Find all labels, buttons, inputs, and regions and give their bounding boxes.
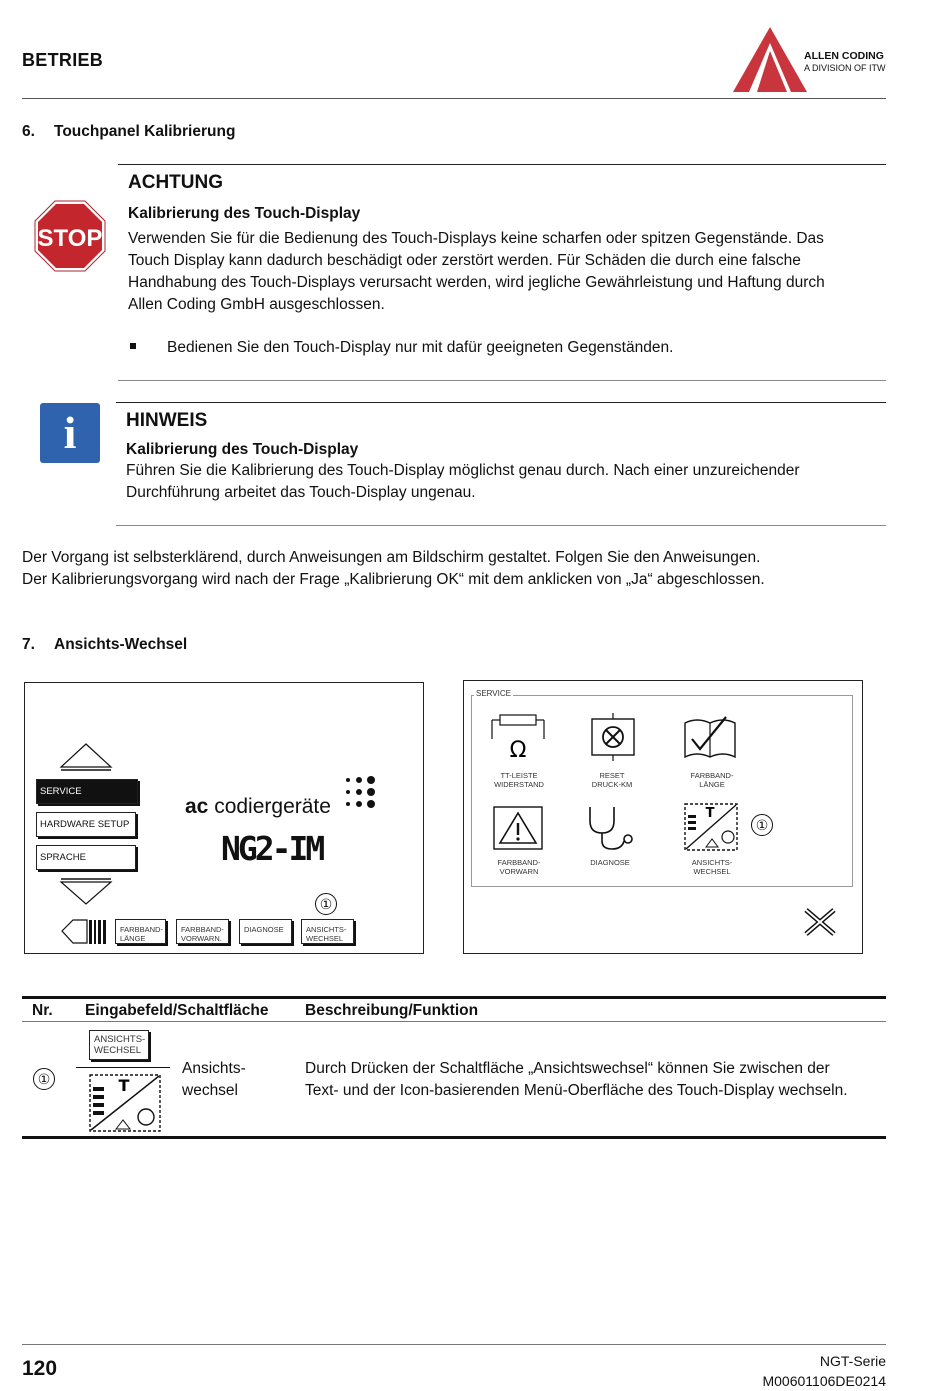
resistor-icon[interactable] — [490, 713, 546, 761]
back-arrow-icon[interactable] — [61, 919, 107, 945]
icon-label-warning: FARBBAND- VORWARN — [497, 858, 541, 876]
tab-ansichts-wechsel[interactable]: ANSICHTS- WECHSEL — [301, 919, 354, 944]
brand-dots-icon — [343, 776, 377, 810]
svg-text:T: T — [118, 1076, 130, 1095]
view-switch-icon[interactable] — [684, 803, 738, 851]
table-row-marker: ① — [33, 1068, 55, 1090]
hinweis-text: Führen Sie die Kalibrierung des Touch-Display möglichst genau durch. Nach einer unzureichender Durchführung arbeitet das Touch-Display ungenau. — [126, 462, 800, 501]
footer-rule — [22, 1344, 886, 1345]
table-top-rule — [22, 996, 886, 999]
stop-sign-icon — [34, 200, 106, 272]
page-number: 120 — [22, 1357, 58, 1380]
table-header-field: Eingabefeld/Schaltfläche — [85, 1002, 269, 1019]
footer-doc-info: NGT-Serie M00601106DE0214 — [762, 1353, 886, 1389]
model-name: NG2-IM — [221, 829, 323, 868]
achtung-subtitle: Kalibrierung des Touch-Display — [128, 205, 361, 222]
section7-title: Ansichts-Wechsel — [54, 636, 188, 653]
icon-menu-screenshot — [463, 680, 863, 954]
achtung-title: ACHTUNG — [128, 172, 223, 193]
icon-label-resistor: TT-LEISTE WIDERSTAND — [494, 771, 544, 789]
icon-label-view-switch: ANSICHTS- WECHSEL — [691, 858, 733, 876]
section7-number: 7. — [22, 636, 35, 653]
info-icon: i — [40, 403, 100, 463]
section6-title: Touchpanel Kalibrierung — [54, 123, 236, 140]
brand-line: ac codiergeräte — [185, 795, 331, 818]
section6-number: 6. — [22, 123, 35, 140]
achtung-bullet: Bedienen Sie den Touch-Display nur mit dafür geeigneten Gegenständen. — [167, 339, 674, 356]
menu-service[interactable]: SERVICE — [36, 779, 138, 804]
header-rule — [22, 98, 886, 99]
logo-text: ALLEN CODING A DIVISION OF ITW — [804, 50, 886, 73]
warning-icon[interactable] — [492, 805, 544, 851]
bullet-marker — [130, 343, 136, 349]
icon-label-diagnose: DIAGNOSE — [590, 858, 630, 867]
scroll-up-icon — [59, 743, 113, 771]
table-header-nr: Nr. — [32, 1002, 53, 1019]
tab-diagnose[interactable]: DIAGNOSE — [239, 919, 292, 944]
close-icon[interactable] — [802, 907, 838, 937]
menu-sprache[interactable]: SPRACHE — [36, 845, 136, 870]
table-icon-divider — [76, 1067, 170, 1068]
scroll-down-icon — [59, 878, 113, 906]
table-bottom-rule — [22, 1136, 886, 1139]
hinweis-bottom-rule — [116, 525, 886, 526]
table-field-label: Ansichts- wechsel — [182, 1060, 246, 1099]
text-menu-screenshot — [24, 682, 424, 954]
icon-label-ribbon: FARBBAND- LÄNGE — [690, 771, 734, 789]
hinweis-subtitle: Kalibrierung des Touch-Display — [126, 441, 359, 458]
reset-counter-icon[interactable] — [586, 713, 640, 761]
marker-one-icon-screen: ① — [751, 814, 773, 836]
view-switch-icon — [88, 1073, 162, 1133]
table-description: Durch Drücken der Schaltfläche „Ansichtswechsel“ können Sie zwischen der Text- und der Icon-basierenden Menü-Oberfläche des Touch-Display wechseln. — [305, 1060, 848, 1099]
achtung-bottom-rule — [118, 380, 886, 381]
service-group-label: SERVICE — [476, 689, 511, 698]
calibration-paragraph: Der Vorgang ist selbsterklärend, durch Anweisungen am Bildschirm gestaltet. Folgen Sie den Anweisungen. Der Kalibrierungsvorgang wird nach der Frage „Kalibrierung OK“ mit dem anklicken von „Ja“ abgeschlossen. — [22, 549, 765, 588]
table-ansichts-button: ANSICHTS- WECHSEL — [89, 1030, 149, 1060]
achtung-top-rule — [118, 164, 886, 165]
hinweis-title: HINWEIS — [126, 410, 208, 431]
icon-label-reset: RESET DRUCK-KM — [591, 771, 633, 789]
stethoscope-icon[interactable] — [584, 803, 640, 851]
achtung-text: Verwenden Sie für die Bedienung des Touch-Displays keine scharfen oder spitzen Gegenstände. Das Touch Display kann dadurch beschädigt oder zerstört werden. Für Schäden die durch eine falsche Handhabung des Touch-Displays verursacht werden, wird jegliche Gewährleistung und Haftung durch Allen Coding GmbH ausgeschlossen. — [128, 230, 825, 313]
table-header-desc: Beschreibung/Funktion — [305, 1002, 479, 1019]
marker-one-text-screen: ① — [315, 893, 337, 915]
allen-coding-logo — [733, 27, 809, 93]
svg-text:T: T — [705, 806, 715, 821]
tab-farbband-vorwarn[interactable]: FARBBAND- VORWARN. — [176, 919, 229, 944]
chapter-title: BETRIEB — [22, 50, 104, 70]
tab-farbband-laenge[interactable]: FARBBAND- LÄNGE — [115, 919, 166, 944]
hinweis-top-rule — [116, 402, 886, 403]
stop-sign-text: STOP — [37, 225, 103, 252]
menu-hardware-setup[interactable]: HARDWARE SETUP — [36, 812, 136, 837]
svg-text:Ω: Ω — [509, 738, 527, 761]
table-header-rule — [22, 1021, 886, 1022]
ribbon-book-icon[interactable] — [682, 713, 738, 761]
